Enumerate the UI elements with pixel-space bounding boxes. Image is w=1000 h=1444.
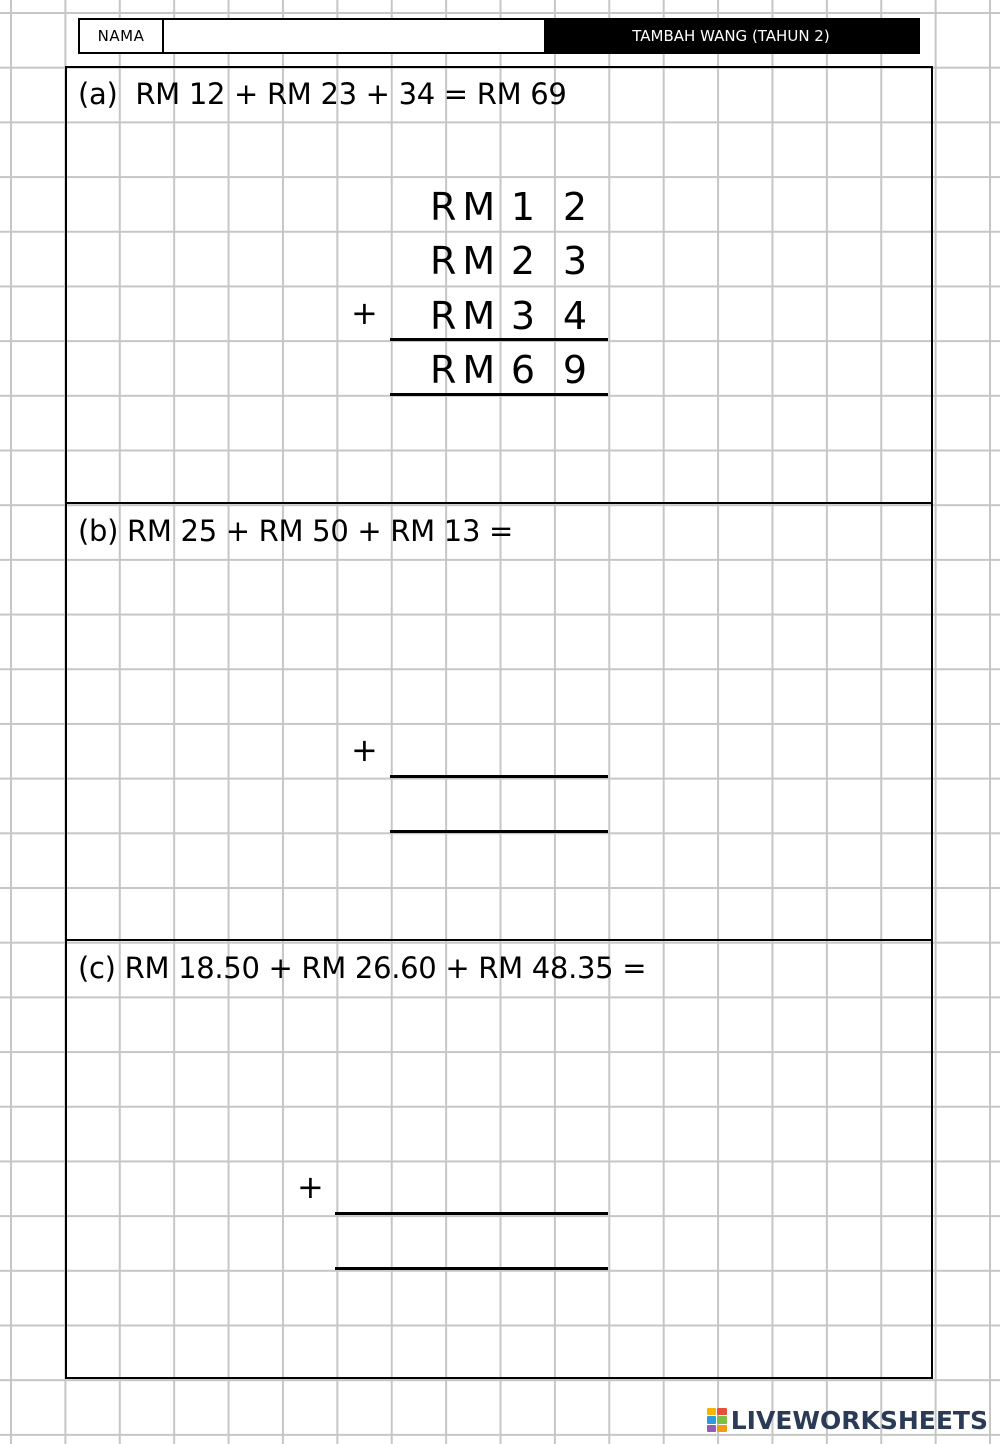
- logo-tile: [717, 1408, 727, 1415]
- worksheet-title: TAMBAH WANG (TAHUN 2): [544, 20, 918, 52]
- question-a-row2-tens: 2: [510, 239, 536, 283]
- question-a-row1-currency: RM: [430, 185, 502, 229]
- question-a-plus-sign: +: [351, 294, 378, 332]
- question-a-row3-currency: RM: [430, 294, 502, 338]
- question-b-result-line[interactable]: [390, 830, 608, 833]
- question-a-row1-tens: 1: [510, 185, 536, 229]
- logo-tile: [707, 1425, 717, 1432]
- name-field[interactable]: [164, 20, 544, 52]
- question-b-sum-line[interactable]: [390, 775, 608, 778]
- brand-name: LIVEWORKSHEETS: [730, 1405, 988, 1435]
- question-a-result-tens: 6: [510, 348, 536, 392]
- worksheet-header: [78, 18, 920, 54]
- question-a-row3-ones: 4: [562, 294, 588, 338]
- logo-tile: [707, 1416, 717, 1423]
- logo-tile: [717, 1416, 727, 1423]
- question-c-label: (c) RM 18.50 + RM 26.60 + RM 48.35 =: [78, 951, 647, 985]
- question-c-result-line[interactable]: [335, 1267, 608, 1270]
- question-a-result-currency: RM: [430, 348, 502, 392]
- section-divider: [65, 939, 933, 941]
- question-b-plus-sign: +: [351, 731, 378, 769]
- name-label: NAMA: [80, 20, 164, 52]
- logo-tile: [707, 1408, 717, 1415]
- question-c-sum-line[interactable]: [335, 1212, 608, 1215]
- question-a-row1-ones: 2: [562, 185, 588, 229]
- liveworksheets-logo-icon: [707, 1408, 727, 1432]
- question-c-plus-sign: +: [297, 1168, 324, 1206]
- question-a-sum-line: [390, 338, 608, 341]
- question-a-label: (a) RM 12 + RM 23 + 34 = RM 69: [78, 77, 567, 111]
- question-a-result-line: [390, 393, 608, 396]
- question-a-row3-tens: 3: [510, 294, 536, 338]
- liveworksheets-logo: [707, 1405, 988, 1435]
- question-b-label: (b) RM 25 + RM 50 + RM 13 =: [78, 514, 514, 548]
- question-a-row2-ones: 3: [562, 239, 588, 283]
- logo-tile: [717, 1425, 727, 1432]
- section-divider: [65, 502, 933, 504]
- question-a-row2-currency: RM: [430, 239, 502, 283]
- question-a-result-ones: 9: [562, 348, 588, 392]
